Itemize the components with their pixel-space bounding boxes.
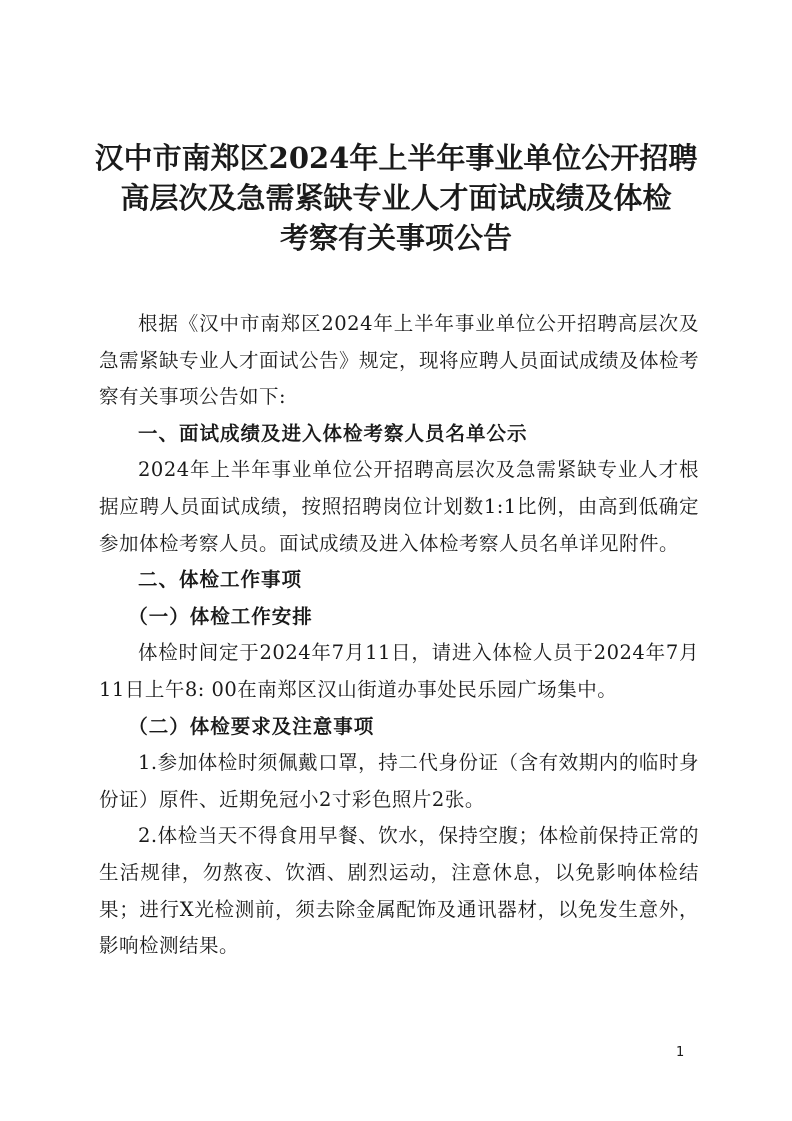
page-number: 1	[676, 1045, 685, 1060]
section-1-paragraph: 2024年上半年事业单位公开招聘高层次及急需紧缺专业人才根据应聘人员面试成绩，按照招聘岗位计划数1:1比例，由高到低确定参加体检考察人员。面试成绩及进入体检考察人员名单详见附件。	[99, 458, 699, 555]
item-1-paragraph: 1.参加体检时须佩戴口罩，持二代身份证（含有效期内的临时身份证）原件、近期免冠小2寸彩色照片2张。	[99, 751, 699, 811]
announcement-body	[99, 306, 699, 965]
subsection-2-heading: （二）体检要求及注意事项	[128, 714, 375, 738]
title-line-3: 考察有关事项公告	[279, 221, 512, 255]
subsection-1-heading: （一）体检工作安排	[128, 604, 313, 628]
title-line-2: 高层次及急需紧缺专业人才面试成绩及体检	[120, 181, 672, 215]
section-2-heading: 二、体检工作事项	[138, 568, 303, 592]
intro-paragraph: 根据《汉中市南郑区2024年上半年事业单位公开招聘高层次及急需紧缺专业人才面试公告》规定，现将应聘人员面试成绩及体检考察有关事项公告如下:	[99, 312, 700, 409]
item-2-paragraph: 2.体检当天不得食用早餐、饮水，保持空腹；体检前保持正常的生活规律，勿熬夜、饮酒、剧烈运动，注意休息，以免影响体检结果；进行X光检测前，须去除金属配饰及通讯器材，以免发生意外，影响检测结果。	[99, 824, 699, 958]
title-line-1: 汉中市南郑区2024年上半年事业单位公开招聘	[94, 141, 698, 175]
subsection-1-paragraph: 体检时间定于2024年7月11日，请进入体检人员于2024年7月11日上午8: 00在南郑区汉山街道办事处民乐园广场集中。	[99, 641, 699, 701]
announcement-title	[90, 138, 702, 258]
section-1-heading: 一、面试成绩及进入体检考察人员名单公示	[138, 421, 528, 445]
